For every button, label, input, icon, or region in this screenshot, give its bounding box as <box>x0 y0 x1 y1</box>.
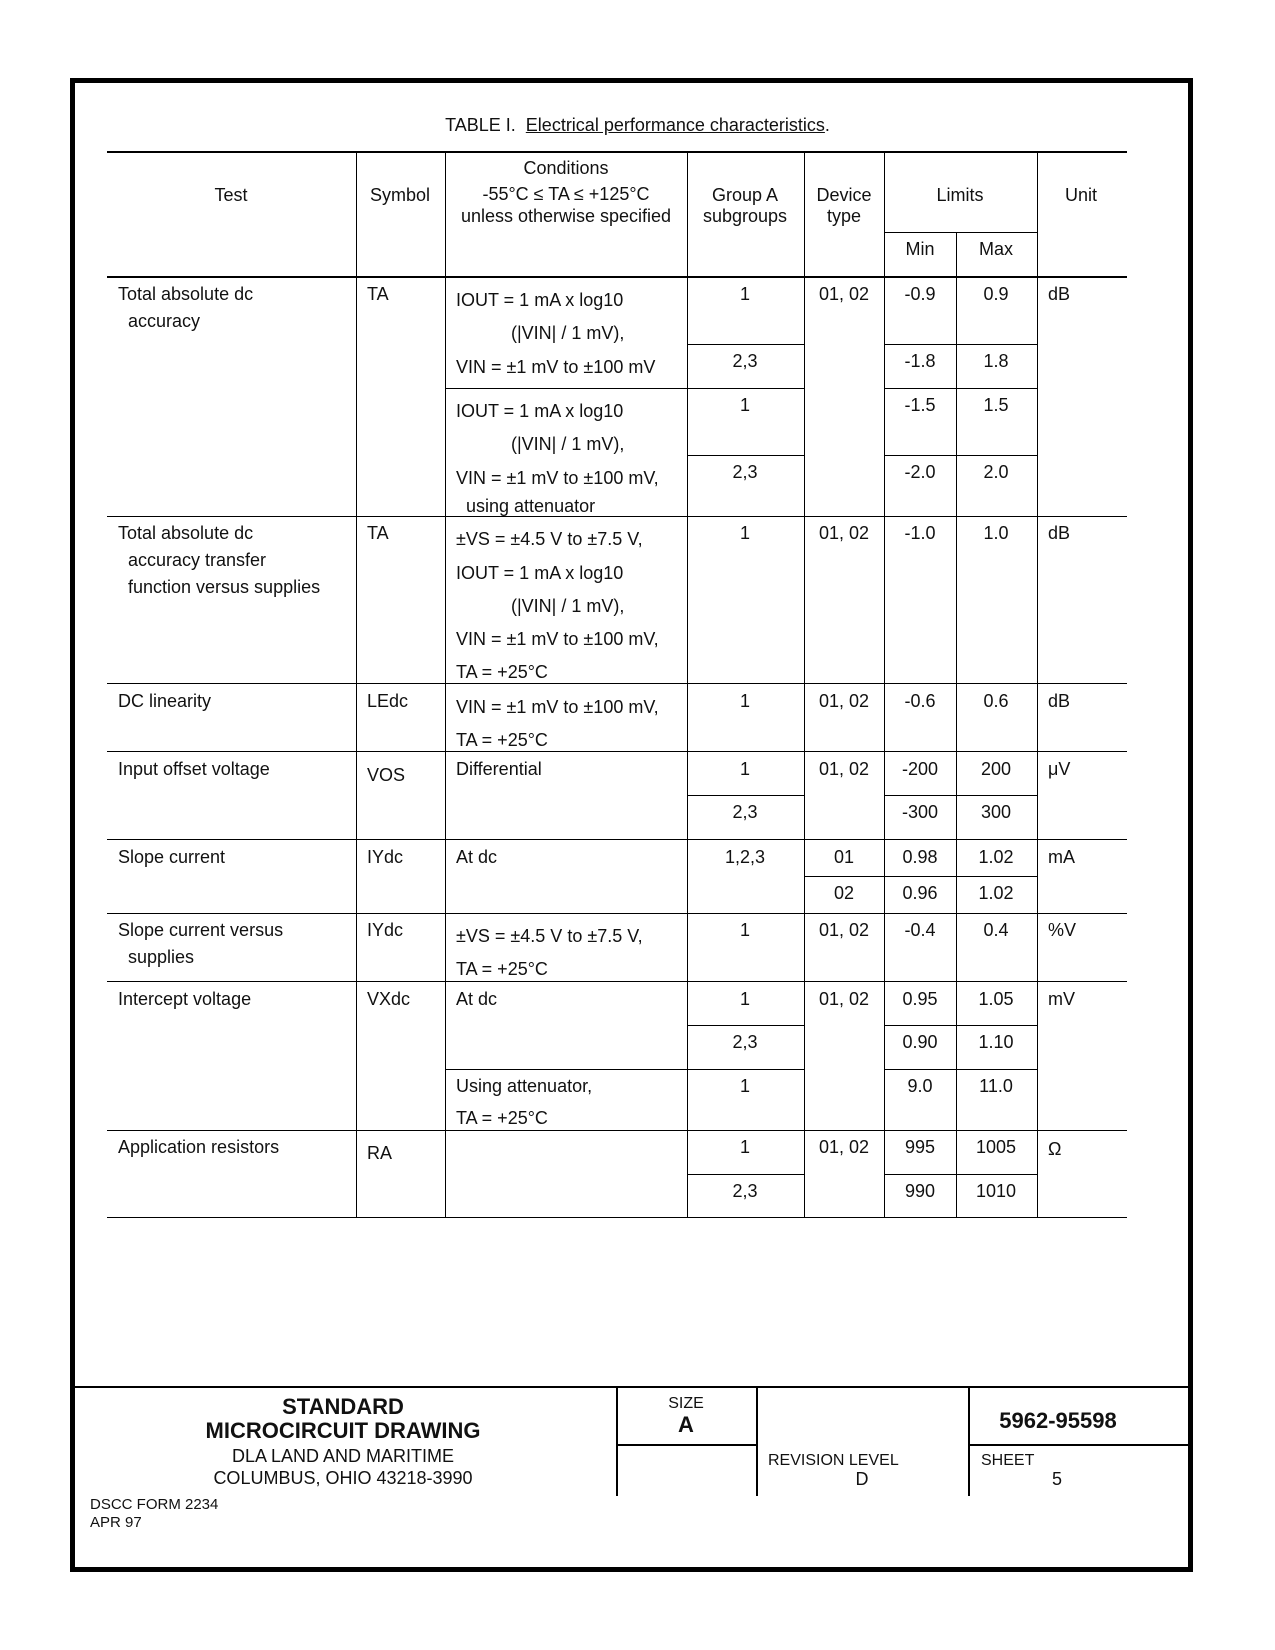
condition: At dc <box>456 847 498 867</box>
subgroup: 1 <box>739 920 751 940</box>
condition: TA = +25°C <box>456 730 548 750</box>
limit-max: 0.9 <box>983 284 1009 304</box>
condition: VIN = ±1 mV to ±100 mV, <box>456 629 659 649</box>
subgroup: 2,3 <box>732 1032 758 1052</box>
footer-address: COLUMBUS, OHIO 43218-3990 <box>213 1468 473 1488</box>
form-date: APR 97 <box>90 1514 142 1531</box>
unit: dB <box>1048 523 1071 543</box>
header-max: Max <box>978 239 1014 259</box>
device-type: 01, 02 <box>818 523 870 543</box>
limit-max: 2.0 <box>983 462 1009 482</box>
revision-value: D <box>855 1469 869 1489</box>
subgroup: 1 <box>739 395 751 415</box>
condition: VIN = ±1 mV to ±100 mV <box>456 357 656 377</box>
condition: VIN = ±1 mV to ±100 mV, <box>456 468 659 488</box>
device-type: 01 <box>833 847 855 867</box>
limit-min: 0.98 <box>902 847 938 867</box>
header-test: Test <box>214 185 248 205</box>
unit: dB <box>1048 284 1071 304</box>
limit-min: -0.9 <box>904 284 936 304</box>
limit-min: -200 <box>901 759 939 779</box>
symbol: IYdc <box>367 920 404 940</box>
table-caption: Electrical performance characteristics <box>525 115 825 135</box>
test-name: Application resistors <box>118 1137 280 1157</box>
limit-min: -300 <box>901 802 939 822</box>
condition: (|VIN| / 1 mV), <box>511 323 625 343</box>
subgroup: 2,3 <box>732 802 758 822</box>
symbol: IYdc <box>367 847 404 867</box>
test-name: Input offset voltage <box>118 759 270 779</box>
condition: IOUT = 1 mA x log10 <box>456 563 624 583</box>
condition: (|VIN| / 1 mV), <box>511 596 625 616</box>
limit-min: -1.0 <box>904 523 936 543</box>
subgroup: 1 <box>739 284 751 304</box>
limit-max: 1.0 <box>983 523 1009 543</box>
limit-min: -1.8 <box>904 351 936 371</box>
limit-max: 1.02 <box>978 847 1014 867</box>
limit-min: -2.0 <box>904 462 936 482</box>
unit: dB <box>1048 691 1071 711</box>
condition: (|VIN| / 1 mV), <box>511 434 625 454</box>
condition: IOUT = 1 mA x log10 <box>456 401 624 421</box>
unit: mA <box>1048 847 1075 867</box>
condition: TA = +25°C <box>456 1108 548 1128</box>
subgroup: 2,3 <box>732 462 758 482</box>
device-type: 02 <box>833 883 855 903</box>
document-number: 5962-95598 <box>999 1408 1117 1433</box>
condition: using attenuator <box>466 496 596 516</box>
limit-min: 995 <box>904 1137 936 1157</box>
test-name: Slope current versus <box>118 920 284 940</box>
test-name-cont: accuracy transfer <box>128 550 267 570</box>
limit-min: 0.95 <box>902 989 938 1009</box>
header-conditions-note: unless otherwise specified <box>460 206 672 226</box>
condition: ±VS = ±4.5 V to ±7.5 V, <box>456 529 643 549</box>
limit-max: 11.0 <box>979 1076 1013 1096</box>
header-symbol: Symbol <box>369 185 431 205</box>
condition: TA = +25°C <box>456 662 548 682</box>
sheet-label: SHEET <box>981 1452 1035 1469</box>
limit-max: 1.02 <box>978 883 1014 903</box>
condition: ±VS = ±4.5 V to ±7.5 V, <box>456 926 643 946</box>
form-number: DSCC FORM 2234 <box>90 1496 219 1513</box>
limit-max: 1005 <box>975 1137 1017 1157</box>
subgroup: 2,3 <box>732 351 758 371</box>
limit-min: 9.0 <box>907 1076 933 1096</box>
header-subgroups: subgroups <box>702 206 788 226</box>
symbol: VOS <box>367 765 406 785</box>
sheet-number: 5 <box>1051 1469 1063 1489</box>
size-value: A <box>678 1412 694 1437</box>
limit-max: 300 <box>980 802 1012 822</box>
device-type: 01, 02 <box>818 989 870 1009</box>
unit: μV <box>1048 759 1071 779</box>
header-device: Device <box>816 185 872 205</box>
header-limits: Limits <box>936 185 984 205</box>
symbol: TA <box>367 523 389 543</box>
subgroup: 1 <box>739 1137 751 1157</box>
symbol: RA <box>367 1143 393 1163</box>
test-name-cont: function versus supplies <box>128 577 321 597</box>
test-name: Total absolute dc <box>118 284 254 304</box>
subgroup: 1,2,3 <box>724 847 766 867</box>
revision-label: REVISION LEVEL <box>768 1452 899 1469</box>
device-type: 01, 02 <box>818 1137 870 1157</box>
header-min: Min <box>905 239 935 259</box>
limit-max: 1.10 <box>978 1032 1014 1052</box>
header-unit: Unit <box>1064 185 1098 205</box>
condition: IOUT = 1 mA x log10 <box>456 290 624 310</box>
limit-max: 1.05 <box>978 989 1014 1009</box>
limit-min: -0.6 <box>904 691 936 711</box>
table-title <box>0 115 1275 136</box>
subgroup: 1 <box>739 759 751 779</box>
header-conditions: Conditions <box>523 158 609 178</box>
unit: %V <box>1048 920 1077 940</box>
test-name-cont: supplies <box>128 947 195 967</box>
limit-min: 990 <box>904 1181 936 1201</box>
device-type: 01, 02 <box>818 759 870 779</box>
test-name: Slope current <box>118 847 226 867</box>
limit-max: 0.6 <box>983 691 1009 711</box>
limit-min: -0.4 <box>904 920 936 940</box>
footer-microcircuit-drawing: MICROCIRCUIT DRAWING <box>205 1418 481 1443</box>
condition: Using attenuator, <box>456 1076 593 1096</box>
condition: At dc <box>456 989 498 1009</box>
condition: TA = +25°C <box>456 959 548 979</box>
test-name: Total absolute dc <box>118 523 254 543</box>
test-name-cont: accuracy <box>128 311 201 331</box>
limit-min: 0.90 <box>902 1032 938 1052</box>
limit-min: 0.96 <box>902 883 938 903</box>
table-caption-period: . <box>824 115 830 135</box>
symbol: LEdc <box>367 691 409 711</box>
symbol: VXdc <box>367 989 411 1009</box>
test-name: DC linearity <box>118 691 212 711</box>
symbol: TA <box>367 284 389 304</box>
limit-min: -1.5 <box>904 395 936 415</box>
footer-agency: DLA LAND AND MARITIME <box>231 1446 455 1466</box>
limit-max: 1.5 <box>983 395 1009 415</box>
limit-max: 0.4 <box>983 920 1009 940</box>
subgroup: 1 <box>739 691 751 711</box>
header-conditions-range: -55°C ≤ TA ≤ +125°C <box>482 184 650 204</box>
unit: Ω <box>1048 1139 1062 1159</box>
device-type: 01, 02 <box>818 284 870 304</box>
device-type: 01, 02 <box>818 920 870 940</box>
condition: Differential <box>456 759 542 779</box>
subgroup: 1 <box>739 1076 751 1096</box>
subgroup: 2,3 <box>732 1181 758 1201</box>
size-label: SIZE <box>668 1395 704 1412</box>
test-name: Intercept voltage <box>118 989 252 1009</box>
subgroup: 1 <box>739 989 751 1009</box>
header-device-type: type <box>826 206 862 226</box>
unit: mV <box>1048 989 1075 1009</box>
condition: VIN = ±1 mV to ±100 mV, <box>456 697 659 717</box>
limit-max: 200 <box>980 759 1012 779</box>
footer-standard: STANDARD <box>282 1394 404 1419</box>
header-group: Group A <box>711 185 779 205</box>
limit-max: 1.8 <box>983 351 1009 371</box>
subgroup: 1 <box>739 523 751 543</box>
table-number: TABLE I. <box>445 115 516 135</box>
device-type: 01, 02 <box>818 691 870 711</box>
limit-max: 1010 <box>975 1181 1017 1201</box>
